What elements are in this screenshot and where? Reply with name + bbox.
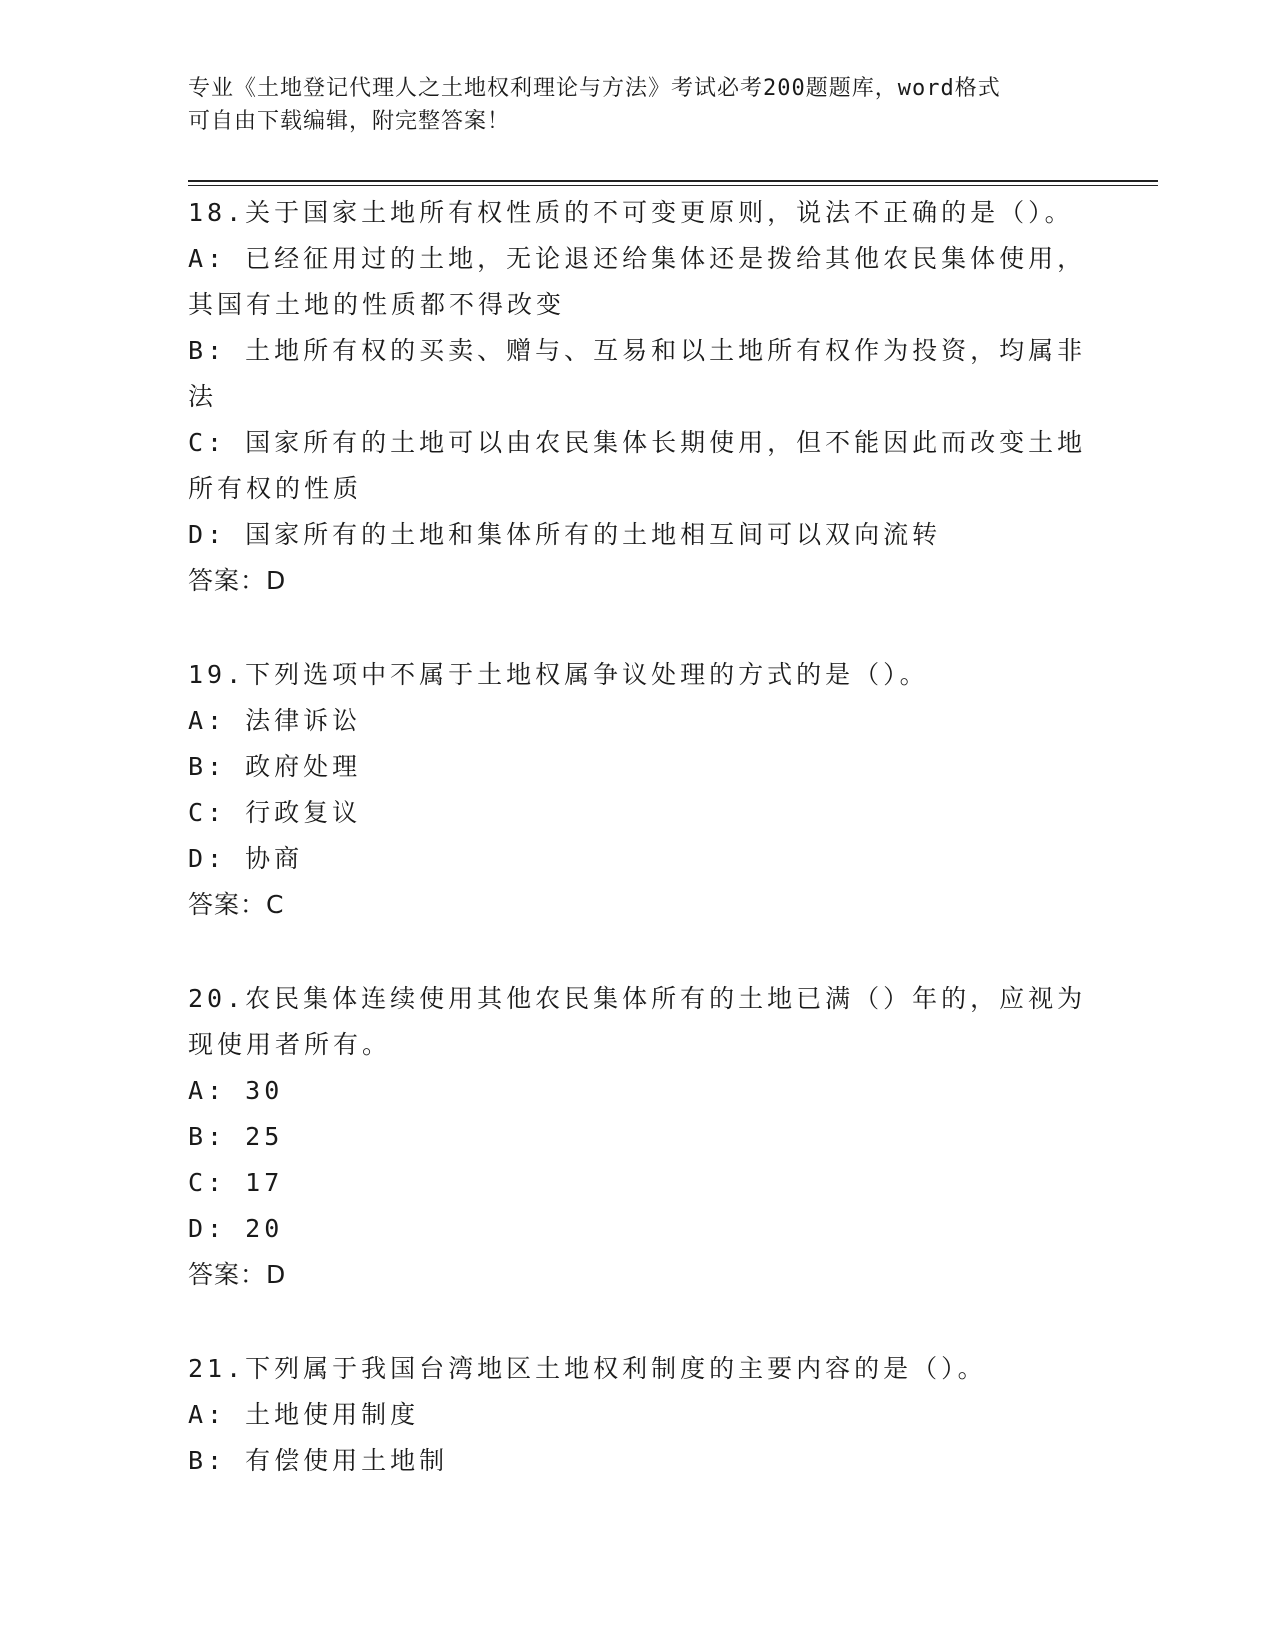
- option-d: D: 协商: [188, 844, 304, 873]
- header-divider-thin: [188, 185, 1158, 186]
- option-c: C: 17: [188, 1168, 284, 1197]
- question-19: [188, 652, 1088, 928]
- header-line-1: 专业《土地登记代理人之土地权利理论与方法》考试必考200题题库，word格式: [188, 76, 1001, 101]
- option-b: B: 有偿使用土地制: [188, 1446, 449, 1475]
- option-c: C: 行政复议: [188, 798, 362, 827]
- question-list: [188, 190, 1088, 1532]
- option-b: B: 25: [188, 1122, 284, 1151]
- option-a: A: 已经征用过的土地，无论退还给集体还是拨给其他农民集体使用，其国有土地的性质都不得改变: [188, 244, 1087, 319]
- header-divider-thick: [188, 180, 1158, 182]
- header-line-2: 可自由下载编辑，附完整答案！: [188, 109, 511, 134]
- question-stem: 21.下列属于我国台湾地区土地权利制度的主要内容的是（）。: [188, 1354, 987, 1383]
- answer: 答案：D: [188, 1260, 287, 1289]
- question-stem: 19.下列选项中不属于土地权属争议处理的方式的是（）。: [188, 660, 929, 689]
- answer: 答案：D: [188, 566, 287, 595]
- question-21: [188, 1346, 1088, 1484]
- option-c: C: 国家所有的土地可以由农民集体长期使用，但不能因此而改变土地所有权的性质: [188, 428, 1087, 503]
- option-b: B: 政府处理: [188, 752, 362, 781]
- option-d: D: 国家所有的土地和集体所有的土地相互间可以双向流转: [188, 520, 942, 549]
- question-18: [188, 190, 1088, 604]
- question-stem: 18.关于国家土地所有权性质的不可变更原则，说法不正确的是（）。: [188, 198, 1074, 227]
- option-a: A: 30: [188, 1076, 284, 1105]
- option-b: B: 土地所有权的买卖、赠与、互易和以土地所有权作为投资，均属非法: [188, 336, 1087, 411]
- question-20: [188, 976, 1088, 1298]
- question-stem: 20.农民集体连续使用其他农民集体所有的土地已满（）年的，应视为现使用者所有。: [188, 984, 1087, 1059]
- document-header: [188, 72, 1068, 138]
- option-a: A: 法律诉讼: [188, 706, 362, 735]
- option-a: A: 土地使用制度: [188, 1400, 420, 1429]
- answer: 答案：C: [188, 890, 285, 919]
- option-d: D: 20: [188, 1214, 284, 1243]
